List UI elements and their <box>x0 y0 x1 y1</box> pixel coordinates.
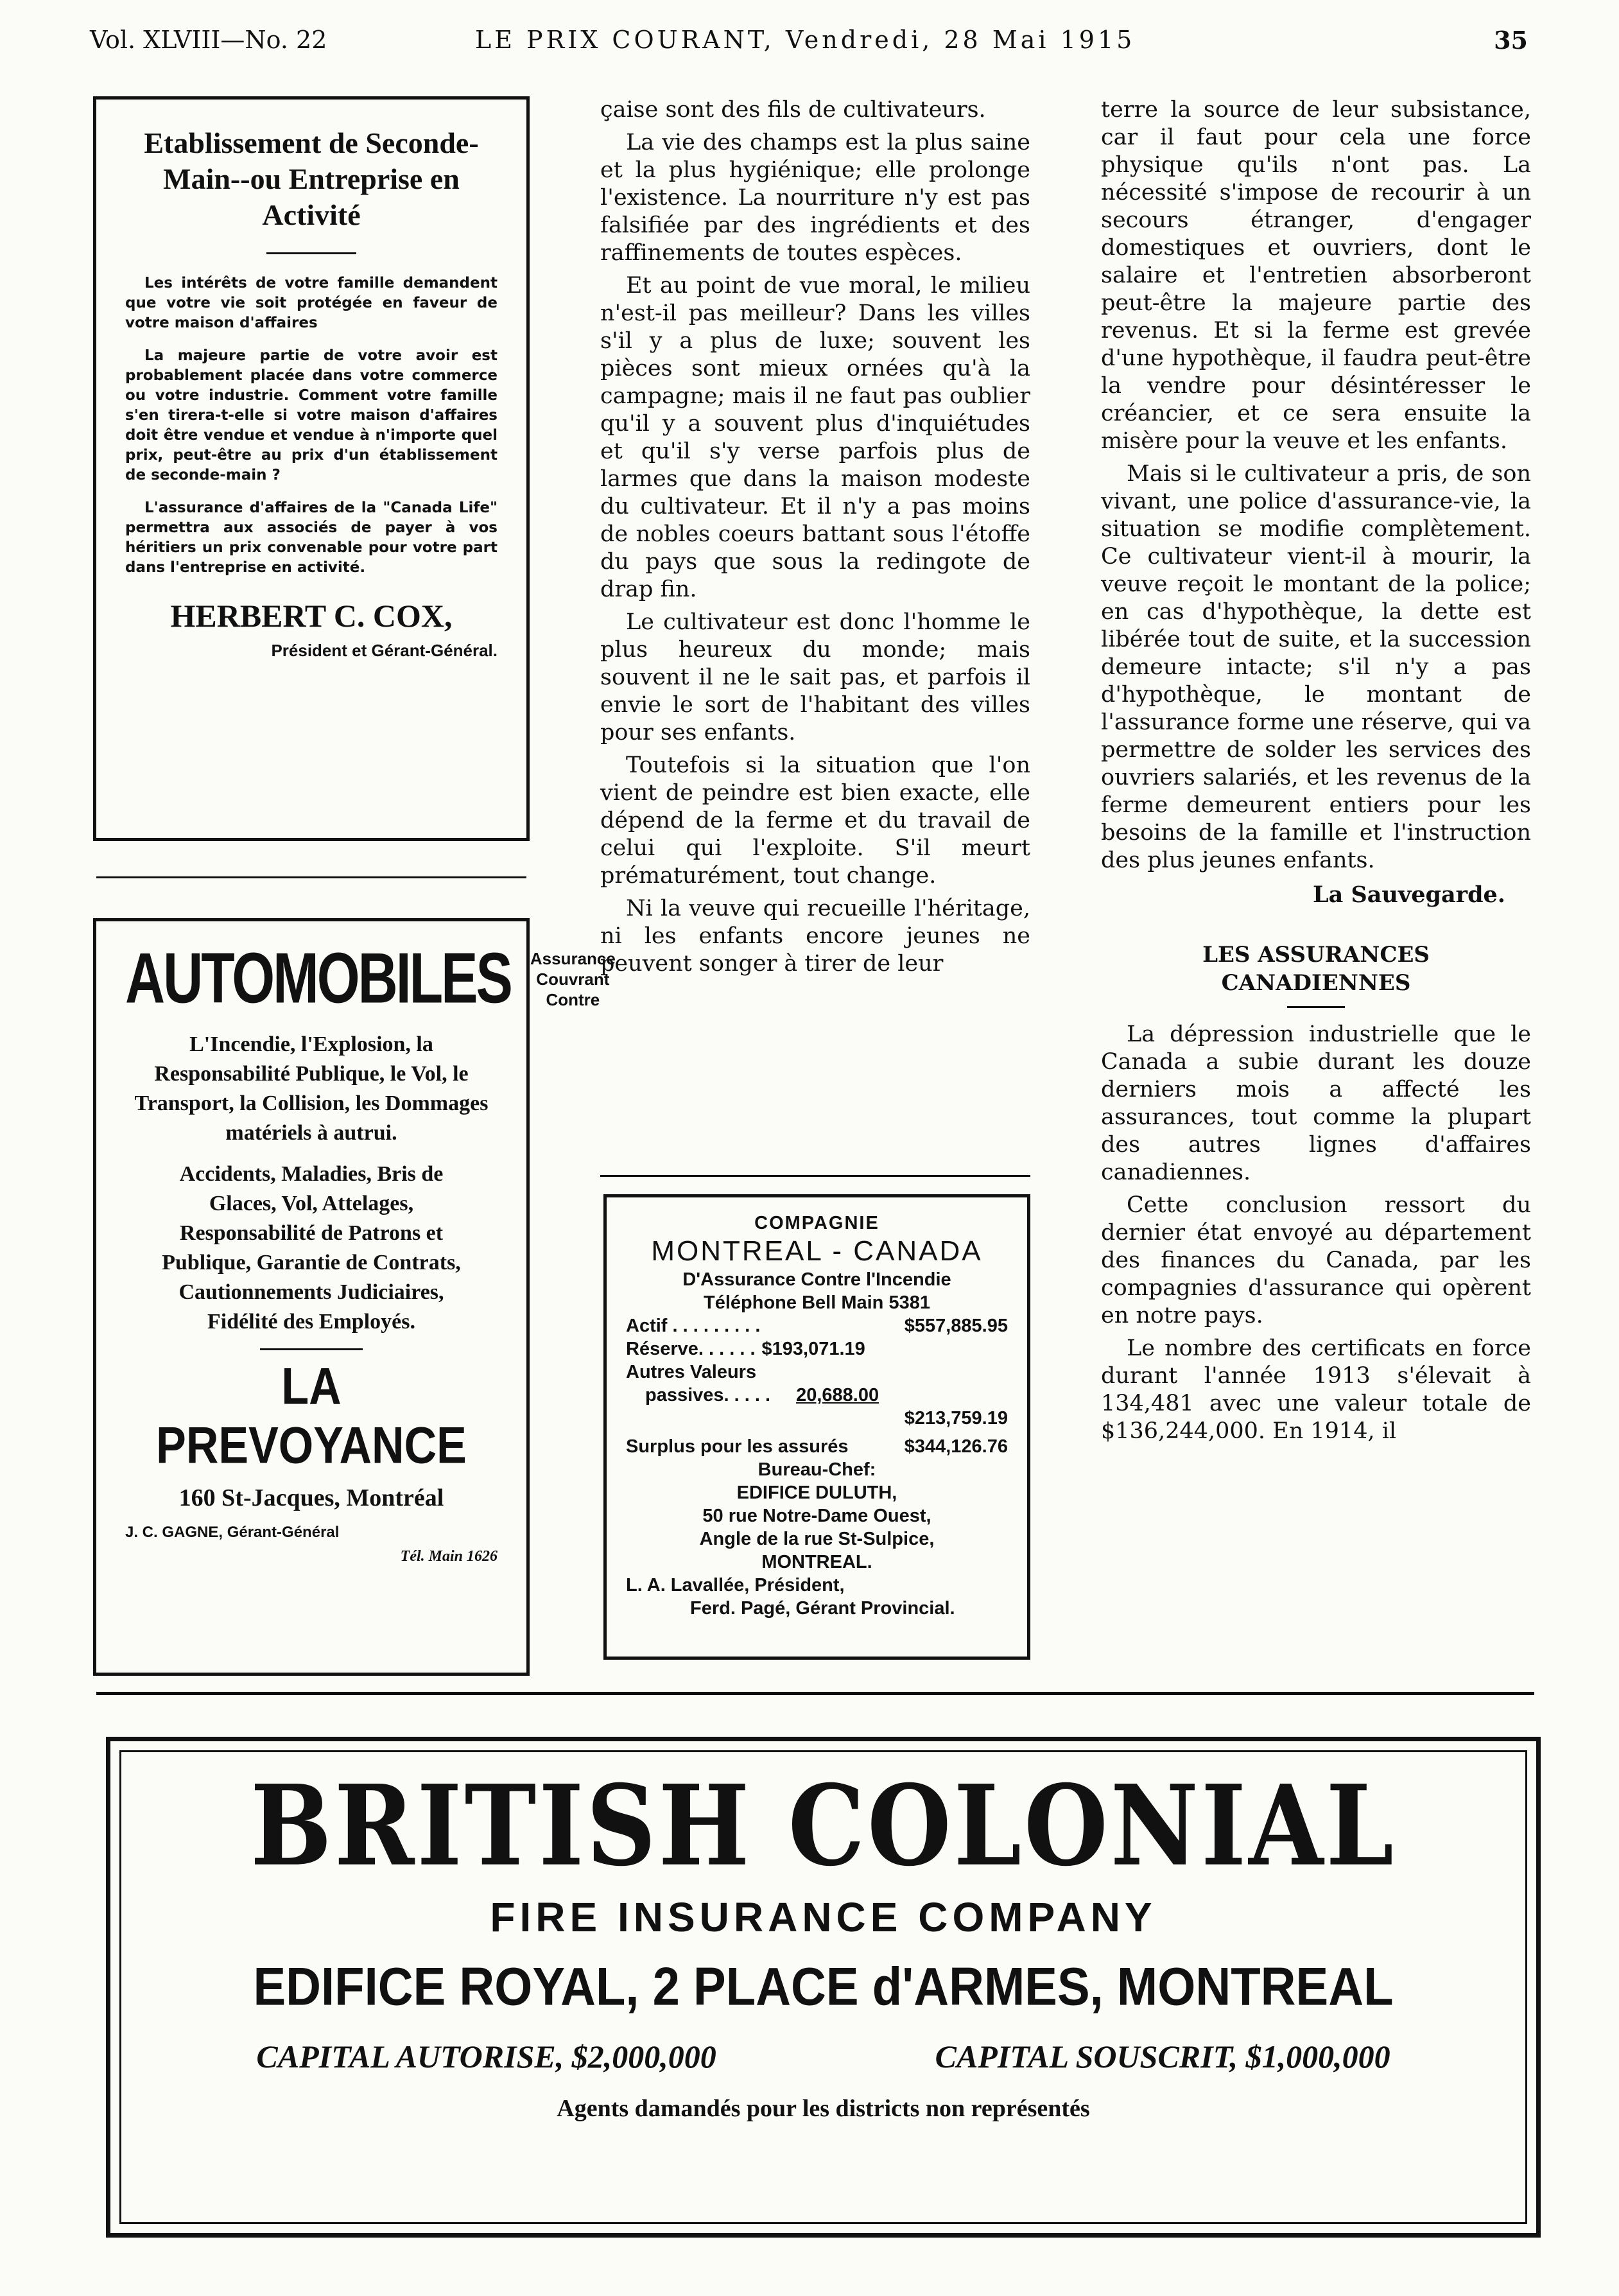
automobiles-header <box>125 938 616 1019</box>
section-rule <box>96 1692 1534 1695</box>
company-phone: Tél. Main 1626 <box>400 1548 498 1565</box>
article-heading: LES ASSURANCES CANADIENNES <box>1202 942 1430 996</box>
page-number: 35 <box>1494 26 1528 55</box>
automobiles-subtitle: Assurance Couvrant Contre <box>530 948 616 1009</box>
ad-heading: Etablissement de Seconde-Main--ou Entreprise en Activité <box>144 126 479 231</box>
ledger-label: Autres Valeurs <box>626 1362 757 1382</box>
office-city: MONTREAL. <box>761 1552 872 1572</box>
paragraph: çaise sont des fils de cultivateurs. <box>600 97 986 123</box>
divider <box>260 1348 363 1350</box>
signatory-name: HERBERT C. COX, <box>170 598 453 634</box>
company-manager: J. C. GAGNE, Gérant-Général <box>125 1524 340 1541</box>
ledger-row: Surplus pour les assurés $344,126.76 <box>626 1436 1008 1457</box>
masthead <box>90 19 1528 64</box>
newspaper-title: LE PRIX COURANT, Vendredi, 28 Mai 1915 <box>475 26 1136 54</box>
company-president: L. A. Lavallée, Président, <box>626 1575 845 1596</box>
paragraph: Et au point de vue moral, le milieu n'est-il pas meilleur? Dans les villes s'il y a plus de luxe; souvent les pièces sont mieux ornées qu'à la campagne; mais il ne faut pas oublier qu'il y a souvent plus d'inquiétudes et qu'il s'y verse parfois plus de larmes que dans la maison modeste du cultivateur. Et il n'y a pas moins de nobles coeurs battant sous l'étoffe du pays que sous la redingote de drap fin. <box>600 273 1030 602</box>
paragraph: Ni la veuve qui recueille l'héritage, ni les enfants encore jeunes ne peuvent songer à tirer de leur <box>600 896 1030 977</box>
company-address: 160 St-Jacques, Montréal <box>178 1484 444 1511</box>
article-right-column <box>1101 96 1531 1450</box>
ledger-row: Réserve. . . . . . $193,071.19 <box>626 1339 865 1359</box>
paragraph: Mais si le cultivateur a pris, de son vivant, une police d'assurance-vie, la situation se modifie complètement. Ce cultivateur vient-il à mourir, la veuve reçoit le montant de la police; en cas d'hypothèque, la dette est libérée tout de suite, et la succession demeure intacte; s'il n'y a pas d'hypothèque, le montant de l'assurance forme une réserve, qui va permettre de solder les services des ouvriers salariés, et les revenus de la ferme demeurent entiers pour les besoins de la famille et l'instruction des plus jeunes enfants. <box>1101 461 1531 873</box>
column-rule <box>96 876 526 878</box>
paragraph: Le cultivateur est donc l'homme le plus heureux du monde; mais souvent il ne le sait pas, et parfois il envie le sort de l'habitant des villes pour ses enfants. <box>600 609 1030 745</box>
company-address: EDIFICE ROYAL, 2 PLACE d'ARMES, MONTREAL <box>253 1956 1394 2017</box>
article-middle-column <box>600 96 1030 983</box>
ad-inner-border <box>119 1750 1527 2224</box>
company-title: BRITISH COLONIAL <box>250 1761 1396 1892</box>
ad-paragraph: Les intérêts de votre famille demandent que votre vie soit protégée en faveur de votre maison d'affaires <box>125 275 498 331</box>
ad-canada-life <box>93 96 530 841</box>
column-rule <box>600 1175 1030 1177</box>
divider <box>266 252 356 254</box>
ledger-total: $213,759.19 <box>904 1408 1008 1429</box>
volume-number: Vol. XLVIII—No. 22 <box>90 26 327 54</box>
paragraph: Le nombre des certificats en force durant l'année 1913 s'élevait à 134,481 avec une valeur totale de $136,244,000. En 1914, il <box>1101 1335 1531 1444</box>
paragraph: terre la source de leur subsistance, car il faut pour cela une force physique qu'ils n'ont pas. La nécessité s'impose de recourir à un secours étranger, d'engager domestiques et ouvriers, dont le salaire et l'entretien absorberont peut-être la majeure partie des revenus. Et si la ferme est grevée d'une hypothèque, il faudra peut-être la vendre pour désintéresser le créancier, et ce sera ensuite la misère pour la veuve et les enfants. <box>1101 97 1531 454</box>
paragraph: La dépression industrielle que le Canada a subie durant les douze derniers mois a affecté les assurances, tout comme la plupart des autres lignes d'affaires canadiennes. <box>1101 1022 1531 1185</box>
company-phone: Téléphone Bell Main 5381 <box>704 1292 930 1313</box>
office-street: 50 rue Notre-Dame Ouest, <box>702 1506 931 1526</box>
ad-la-prevoyance <box>93 918 616 1676</box>
signatory-role: Président et Gérant-Général. <box>271 641 498 660</box>
ledger-row: Actif . . . . . . . . . $557,885.95 <box>626 1316 1008 1336</box>
divider <box>1287 1006 1345 1008</box>
office-building: EDIFICE DULUTH, <box>736 1483 897 1503</box>
capital-row <box>147 2038 1500 2075</box>
ad-paragraph: La majeure partie de votre avoir est probablement placée dans votre commerce ou votre industrie. Comment votre famille s'en tirera-t-elle si votre maison d'affaires doit être vendue et vendue à n'importe quel prix, peut-être au prix d'un établissement de seconde-main ? <box>125 347 498 483</box>
company-manager: Ferd. Pagé, Gérant Provincial. <box>690 1598 955 1619</box>
automobiles-title: AUTOMOBILES <box>125 938 511 1019</box>
office-corner: Angle de la rue St-Sulpice, <box>699 1529 935 1549</box>
ad-british-colonial <box>106 1737 1541 2238</box>
coverage-list-1: L'Incendie, l'Explosion, la Responsabilité Publique, le Vol, le Transport, la Collision, les Dommages matériels à autrui. <box>134 1032 489 1145</box>
article-signature: La Sauvegarde. <box>1313 882 1505 908</box>
capital-subscribed: CAPITAL SOUSCRIT, $1,000,000 <box>935 2039 1390 2074</box>
office-label: Bureau-Chef: <box>758 1459 876 1480</box>
ad-paragraph: L'assurance d'affaires de la "Canada Life" permettra aux associés de payer à vos héritiers un prix convenable pour votre part dans l'entreprise en activité. <box>125 500 498 576</box>
company-name: MONTREAL - CANADA <box>651 1235 983 1267</box>
company-description: D'Assurance Contre l'Incendie <box>682 1269 951 1290</box>
ad-montreal-canada <box>603 1194 1030 1660</box>
paragraph: La vie des champs est la plus saine et la plus hygiénique; elle prolonge l'existence. La nourriture n'y est pas falsifiée par des ingrédients et des raffinements de toutes espèces. <box>600 130 1030 266</box>
capital-authorized: CAPITAL AUTORISE, $2,000,000 <box>256 2039 716 2074</box>
company-subtitle: FIRE INSURANCE COMPANY <box>490 1894 1157 1940</box>
ledger-row: passives. . . . . 20,688.00 <box>645 1385 879 1405</box>
company-label: COMPAGNIE <box>754 1213 879 1233</box>
paragraph: Cette conclusion ressort du dernier état envoyé au département des finances du Canada, par les compagnies d'assurance qui opèrent en notre pays. <box>1101 1192 1531 1328</box>
agents-wanted: Agents damandés pour les districts non représentés <box>557 2095 1090 2122</box>
paragraph: Toutefois si la situation que l'on vient de peindre est bien exacte, elle dépend de la ferme et du travail de celui qui l'exploite. S'il meurt prématurément, tout change. <box>600 752 1030 889</box>
company-name: LA PREVOYANCE <box>156 1357 467 1474</box>
coverage-list-2: Accidents, Maladies, Bris de Glaces, Vol, Attelages, Responsabilité de Patrons et Publique, Garantie de Contrats, Cautionnements Judiciaires, Fidélité des Employés. <box>162 1162 461 1334</box>
